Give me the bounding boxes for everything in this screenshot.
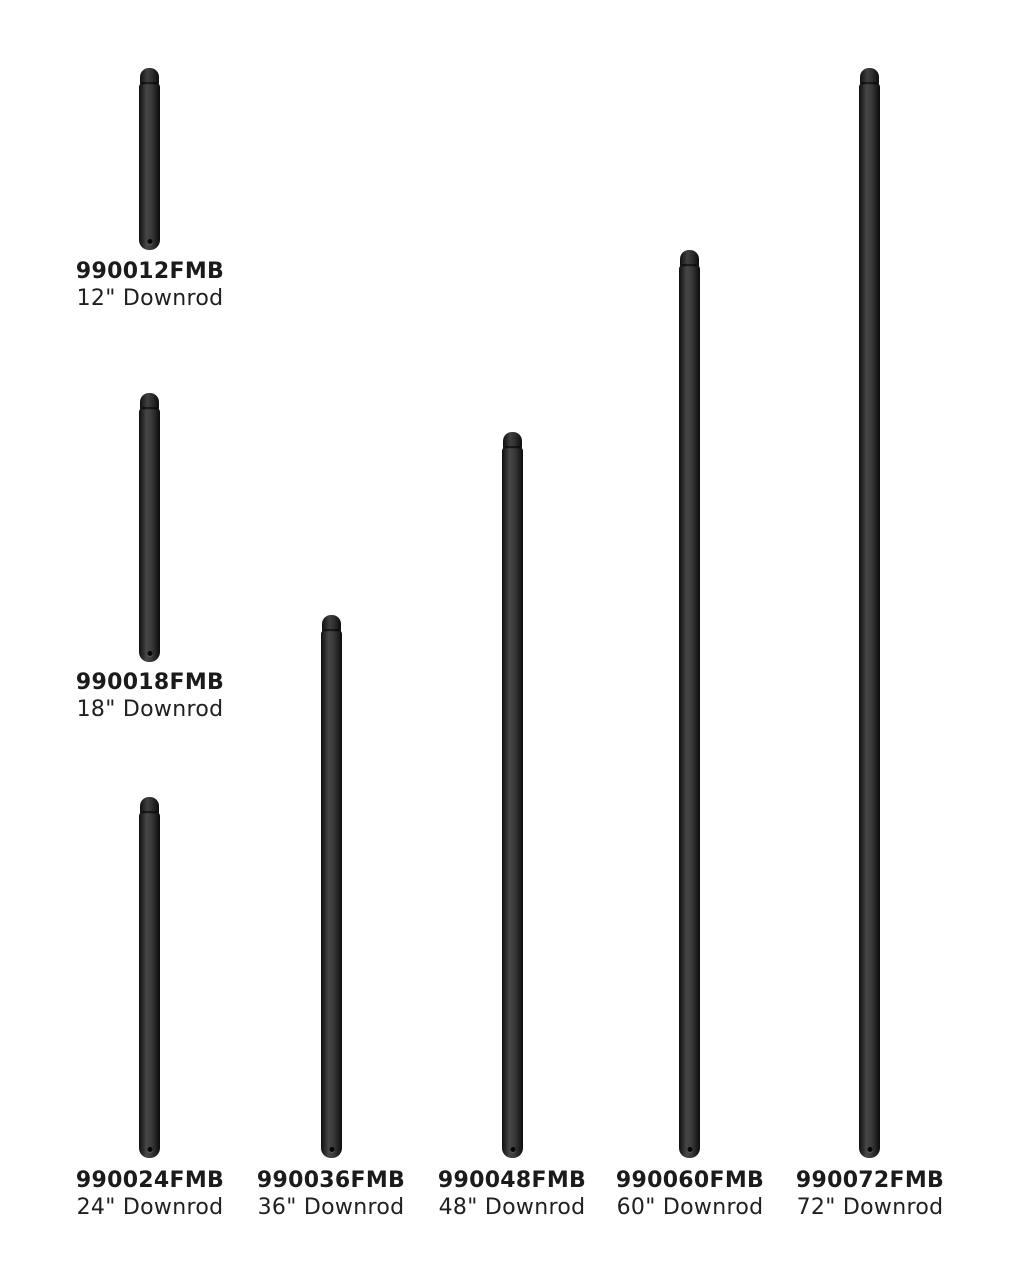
downrod-48-sku: 990048FMB [437,1168,587,1193]
downrod-12-name: 12" Downrod [76,286,224,311]
rod-shaft [139,83,160,250]
downrod-72-label [750,1167,990,1221]
downrod-36-name: 36" Downrod [257,1195,405,1220]
rod-pin-hole-icon [867,1147,872,1152]
downrod-12-rod [139,68,160,250]
rod-coupler-icon [503,432,522,449]
rod-shaft [502,447,523,1158]
downrod-24-sku: 990024FMB [75,1168,225,1193]
downrod-18-name: 18" Downrod [76,697,224,722]
rod-coupler-icon [140,68,159,85]
rod-pin-hole-icon [147,1147,152,1152]
rod-shaft [679,265,700,1158]
rod-pin-hole-icon [147,239,152,244]
rod-shaft [859,83,880,1158]
downrod-72-rod [859,68,880,1158]
downrod-60-rod [679,250,700,1158]
downrod-18-label [30,669,270,723]
rod-pin-hole-icon [510,1147,515,1152]
downrod-48-rod [502,432,523,1158]
downrod-36-sku: 990036FMB [256,1168,406,1193]
rod-shaft [139,812,160,1158]
downrod-18-rod [139,393,160,662]
downrod-12-sku: 990012FMB [75,259,225,284]
rod-coupler-icon [322,615,341,632]
downrod-60-name: 60" Downrod [616,1195,764,1220]
rod-coupler-icon [140,393,159,410]
downrod-18-sku: 990018FMB [75,670,225,695]
downrod-48-name: 48" Downrod [438,1195,586,1220]
rod-shaft [139,408,160,662]
rod-coupler-icon [860,68,879,85]
rod-pin-hole-icon [329,1147,334,1152]
downrod-72-name: 72" Downrod [796,1195,944,1220]
downrod-72-sku: 990072FMB [795,1168,945,1193]
rod-coupler-icon [680,250,699,267]
rod-pin-hole-icon [147,651,152,656]
rod-pin-hole-icon [687,1147,692,1152]
downrod-60-sku: 990060FMB [615,1168,765,1193]
downrod-24-rod [139,797,160,1158]
downrod-36-rod [321,615,342,1158]
rod-shaft [321,630,342,1158]
downrod-24-name: 24" Downrod [76,1195,224,1220]
downrod-12-label [30,258,270,312]
rod-coupler-icon [140,797,159,814]
